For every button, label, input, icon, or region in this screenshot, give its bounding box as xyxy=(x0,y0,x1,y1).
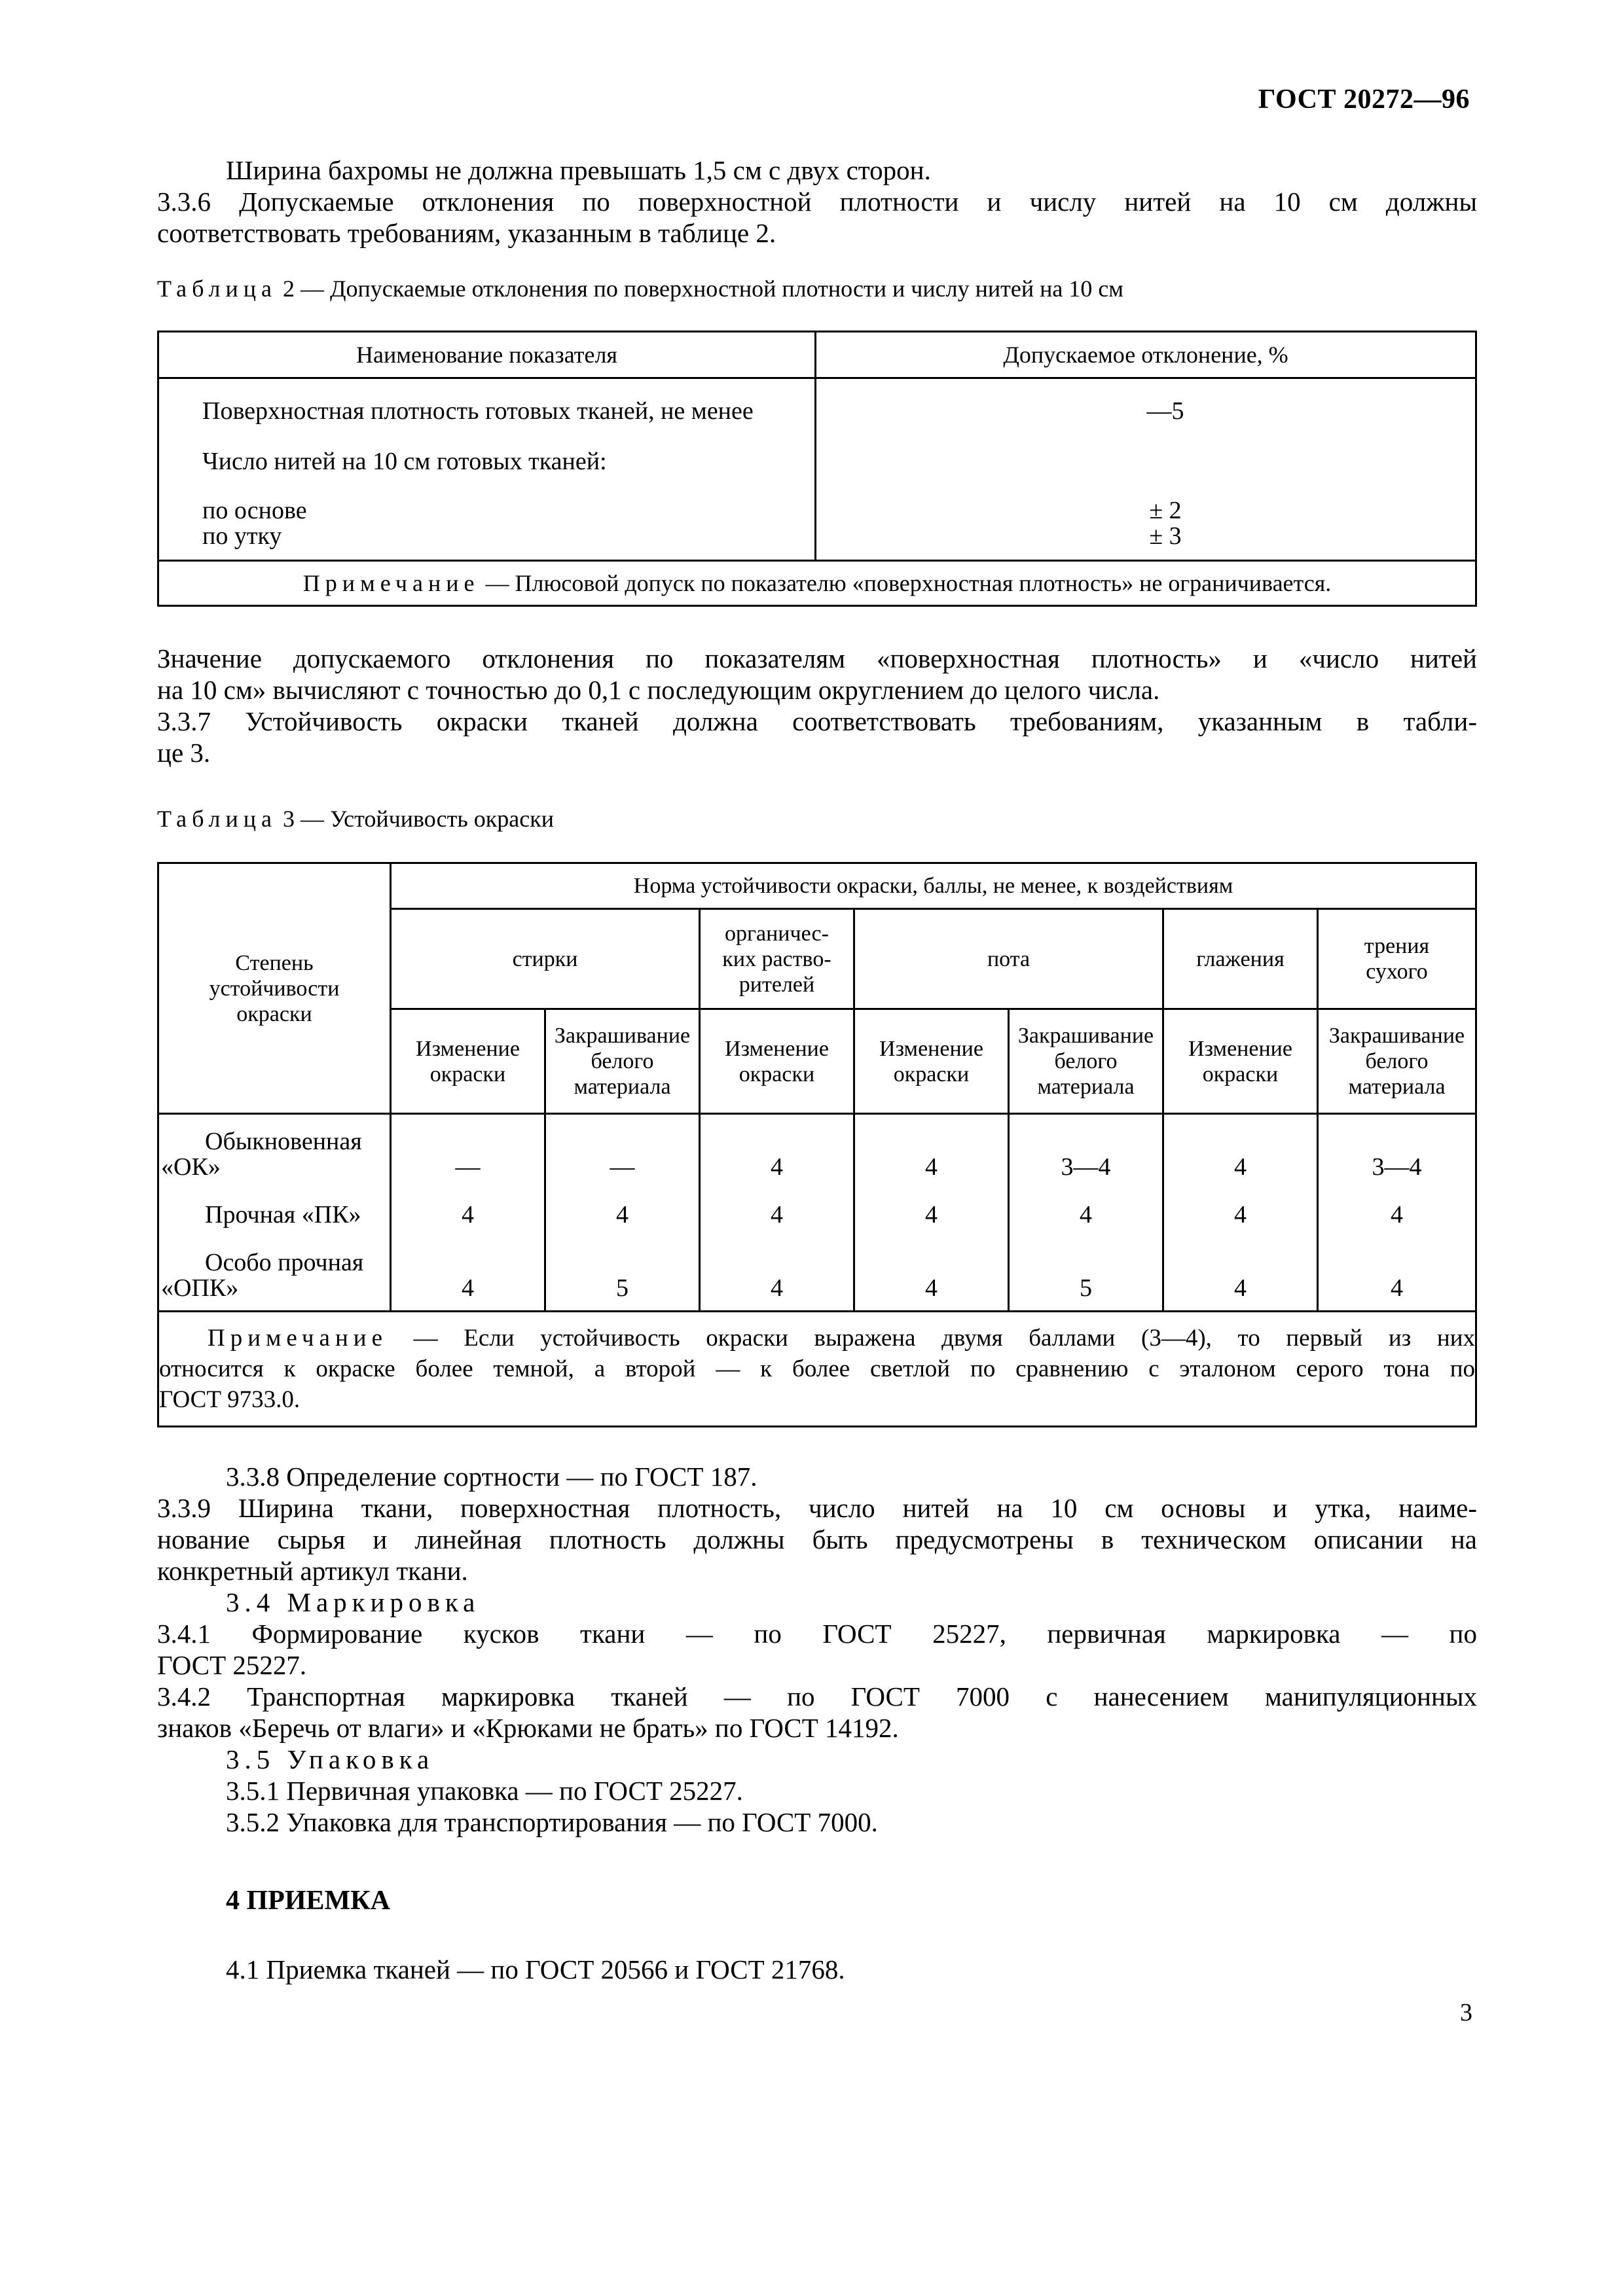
table2-row-label: Поверхностная плотность готовых тканей, не менее xyxy=(202,397,754,425)
table3-sub-change xyxy=(700,1009,854,1114)
paragraph-3-4-1-line1: 3.4.1 Формирование кусков ткани — по ГОСТ 25227, первичная маркировка — по xyxy=(157,1619,1477,1649)
table3-value: 4 xyxy=(616,1201,629,1229)
table3-group-rubbing-line: сухого xyxy=(1366,960,1428,984)
table-2 xyxy=(157,331,1477,607)
table2-col2-header: Допускаемое отклонение, % xyxy=(816,332,1476,378)
table3-group-organic-line: органичес- xyxy=(725,921,829,946)
table3-value: 4 xyxy=(1234,1201,1247,1229)
table3-degree-header-line: Степень xyxy=(235,950,314,975)
table3-value: 4 xyxy=(1391,1201,1403,1229)
section-4-heading: 4 ПРИЕМКА xyxy=(226,1886,390,1916)
table3-norm-header: Норма устойчивости окраски, баллы, не менее, к воздействиям xyxy=(391,863,1476,909)
paragraph-3-3-9-line2: нование сырья и линейная плотность должны быть предусмотрены в техническом описании на xyxy=(157,1524,1477,1554)
table3-value: 4 xyxy=(1234,1153,1247,1181)
table3-row-name: Прочная «ПК» xyxy=(205,1201,361,1229)
table3-value: 4 xyxy=(771,1153,783,1181)
paragraph-3-3-6-line1: 3.3.6 Допускаемые отклонения по поверхностной плотности и числу нитей на 10 см должны xyxy=(157,187,1477,217)
paragraph-3-3-9-line1: 3.3.9 Ширина ткани, поверхностная плотность, число нитей на 10 см основы и утка, наиме- xyxy=(157,1493,1477,1523)
table3-sub-change xyxy=(854,1009,1009,1114)
table3-value: 4 xyxy=(771,1274,783,1302)
table3-col-values xyxy=(854,1114,1009,1312)
table3-value: 3—4 xyxy=(1372,1153,1422,1181)
table3-caption-text: 3 — Устойчивость окраски xyxy=(282,806,554,832)
table3-group-sweat: пота xyxy=(854,909,1163,1009)
table2-note-text: — Плюсовой допуск по показателю «поверхностная плотность» не ограничивается. xyxy=(485,570,1332,596)
table3-note-text: — Если устойчивость окраски выражена двумя баллами (3—4), то первый из них xyxy=(413,1325,1475,1352)
table3-value: 4 xyxy=(1234,1274,1247,1302)
table3-row-name: «ОК» xyxy=(161,1153,221,1181)
table3-value: 4 xyxy=(771,1201,783,1229)
section-3-4-heading: 3.4 Маркировка xyxy=(226,1587,481,1617)
table3-row-name: Особо прочная xyxy=(205,1249,364,1276)
table2-note xyxy=(158,561,1476,606)
table2-caption-label: Таблица xyxy=(157,276,277,302)
table3-note-line2: относится к окраске более темной, а второй — к более светлой по сравнению с эталоном серого тона по xyxy=(159,1355,1475,1382)
table3-group-organic xyxy=(700,909,854,1009)
sub-line: белого xyxy=(1365,1049,1429,1073)
table3-group-organic-line: рителей xyxy=(739,972,815,997)
table3-group-organic-line: ких раство- xyxy=(722,946,831,971)
table-3 xyxy=(157,862,1477,1427)
sub-line: Изменение xyxy=(416,1036,520,1061)
sub-line: окраски xyxy=(1202,1062,1279,1086)
table3-col-values xyxy=(391,1114,545,1312)
paragraph-3-3-7-line1: 3.3.7 Устойчивость окраски тканей должна соответствовать требованиям, указанным в табли- xyxy=(157,706,1477,736)
table3-value: 5 xyxy=(616,1274,629,1302)
sub-line: Изменение xyxy=(879,1036,983,1061)
table3-value: 4 xyxy=(925,1201,938,1229)
sub-line: Закрашивание xyxy=(1017,1024,1154,1048)
table3-value: 5 xyxy=(1080,1274,1092,1302)
page-number: 3 xyxy=(1460,1999,1472,2026)
table3-caption-label: Таблица xyxy=(157,806,277,832)
table3-group-rubbing xyxy=(1318,909,1476,1009)
sub-line: материала xyxy=(1348,1075,1446,1099)
table3-degree-header xyxy=(158,863,391,1114)
sub-line: окраски xyxy=(429,1062,506,1086)
table3-group-wash: стирки xyxy=(391,909,700,1009)
table3-value: 4 xyxy=(1080,1201,1092,1229)
table3-note-line1 xyxy=(159,1323,1475,1354)
table3-value: — xyxy=(455,1153,481,1181)
table3-value: 4 xyxy=(462,1274,474,1302)
table3-caption xyxy=(157,805,554,833)
sub-line: окраски xyxy=(739,1062,815,1086)
table2-row-value: —5 xyxy=(1146,397,1184,425)
sub-line: Изменение xyxy=(725,1036,829,1061)
table2-col1-header: Наименование показателя xyxy=(158,332,816,378)
table3-note xyxy=(158,1312,1476,1427)
table2-row-label: по основе xyxy=(202,497,307,524)
paragraph-3-3-7-line2: це 3. xyxy=(157,738,211,768)
table3-value: 3—4 xyxy=(1061,1153,1111,1181)
paragraph-3-3-6-line2: соответствовать требованиям, указанным в таблице 2. xyxy=(157,218,776,248)
paragraph-3-4-1-line2: ГОСТ 25227. xyxy=(157,1650,307,1680)
paragraph-4-1: 4.1 Приемка тканей — по ГОСТ 20566 и ГОСТ 21768. xyxy=(226,1954,845,1984)
paragraph-deviation-line1: Значение допускаемого отклонения по показателям «поверхностная плотность» и «число нитей xyxy=(157,643,1477,673)
table3-value: 4 xyxy=(925,1274,938,1302)
table3-sub-change xyxy=(391,1009,545,1114)
table3-note-line3: ГОСТ 9733.0. xyxy=(159,1386,301,1413)
table3-col-values xyxy=(1009,1114,1163,1312)
table3-note-label: Примечание xyxy=(208,1325,388,1352)
table3-value: 4 xyxy=(462,1201,474,1229)
paragraph-3-4-2-line1: 3.4.2 Транспортная маркировка тканей — по ГОСТ 7000 с нанесением манипуляционных xyxy=(157,1681,1477,1712)
table3-sub-stain xyxy=(545,1009,700,1114)
table3-row-name: «ОПК» xyxy=(161,1274,239,1302)
sub-line: материала xyxy=(1037,1075,1135,1099)
paragraph-3-4-2-line2: знаков «Беречь от влаги» и «Крюками не брать» по ГОСТ 14192. xyxy=(157,1713,899,1743)
paragraph-3-3-9-line3: конкретный артикул ткани. xyxy=(157,1556,468,1586)
table2-values-cell xyxy=(816,378,1476,561)
sub-line: Изменение xyxy=(1188,1036,1292,1061)
paragraph-fringe: Ширина бахромы не должна превышать 1,5 см с двух сторон. xyxy=(226,155,931,185)
document-header-id: ГОСТ 20272—96 xyxy=(1258,84,1470,115)
table3-col-values xyxy=(545,1114,700,1312)
table2-caption xyxy=(157,275,1123,302)
table3-sub-stain xyxy=(1009,1009,1163,1114)
table3-value: — xyxy=(610,1153,635,1181)
table3-row-names xyxy=(158,1114,391,1312)
paragraph-3-5-2: 3.5.2 Упаковка для транспортирования — по ГОСТ 7000. xyxy=(226,1807,878,1837)
sub-line: белого xyxy=(591,1049,654,1073)
table2-row-value: ± 3 xyxy=(1149,522,1182,550)
table3-value: 4 xyxy=(1391,1274,1403,1302)
table3-degree-header-line: окраски xyxy=(236,1001,312,1026)
sub-line: материала xyxy=(574,1075,671,1099)
table3-col-values xyxy=(1163,1114,1318,1312)
table2-row-label: по утку xyxy=(202,522,282,550)
paragraph-3-3-8: 3.3.8 Определение сортности — по ГОСТ 187. xyxy=(226,1462,757,1492)
paragraph-3-5-1: 3.5.1 Первичная упаковка — по ГОСТ 25227. xyxy=(226,1776,743,1806)
table3-row-name: Обыкновенная xyxy=(205,1128,362,1155)
table3-group-rubbing-line: трения xyxy=(1364,934,1430,958)
sub-line: окраски xyxy=(893,1062,970,1086)
sub-line: Закрашивание xyxy=(554,1024,691,1048)
table3-col-values xyxy=(700,1114,854,1312)
table3-sub-stain xyxy=(1318,1009,1476,1114)
sub-line: Закрашивание xyxy=(1328,1024,1465,1048)
sub-line: белого xyxy=(1054,1049,1118,1073)
table2-labels-cell xyxy=(158,378,816,561)
table2-row-value: ± 2 xyxy=(1149,497,1182,524)
table2-row-label: Число нитей на 10 см готовых тканей: xyxy=(202,448,607,475)
table2-caption-text: 2 — Допускаемые отклонения по поверхностной плотности и числу нитей на 10 см xyxy=(282,276,1124,302)
table3-value: 4 xyxy=(925,1153,938,1181)
section-3-5-heading: 3.5 Упаковка xyxy=(226,1744,435,1774)
table3-degree-header-line: устойчивости xyxy=(209,976,340,1001)
table2-note-label: Примечание xyxy=(302,570,480,596)
paragraph-deviation-line2: на 10 см» вычисляют с точностью до 0,1 с последующим округлением до целого числа. xyxy=(157,675,1160,705)
table3-col-values xyxy=(1318,1114,1476,1312)
table3-sub-change xyxy=(1163,1009,1318,1114)
table3-group-ironing: глажения xyxy=(1163,909,1318,1009)
